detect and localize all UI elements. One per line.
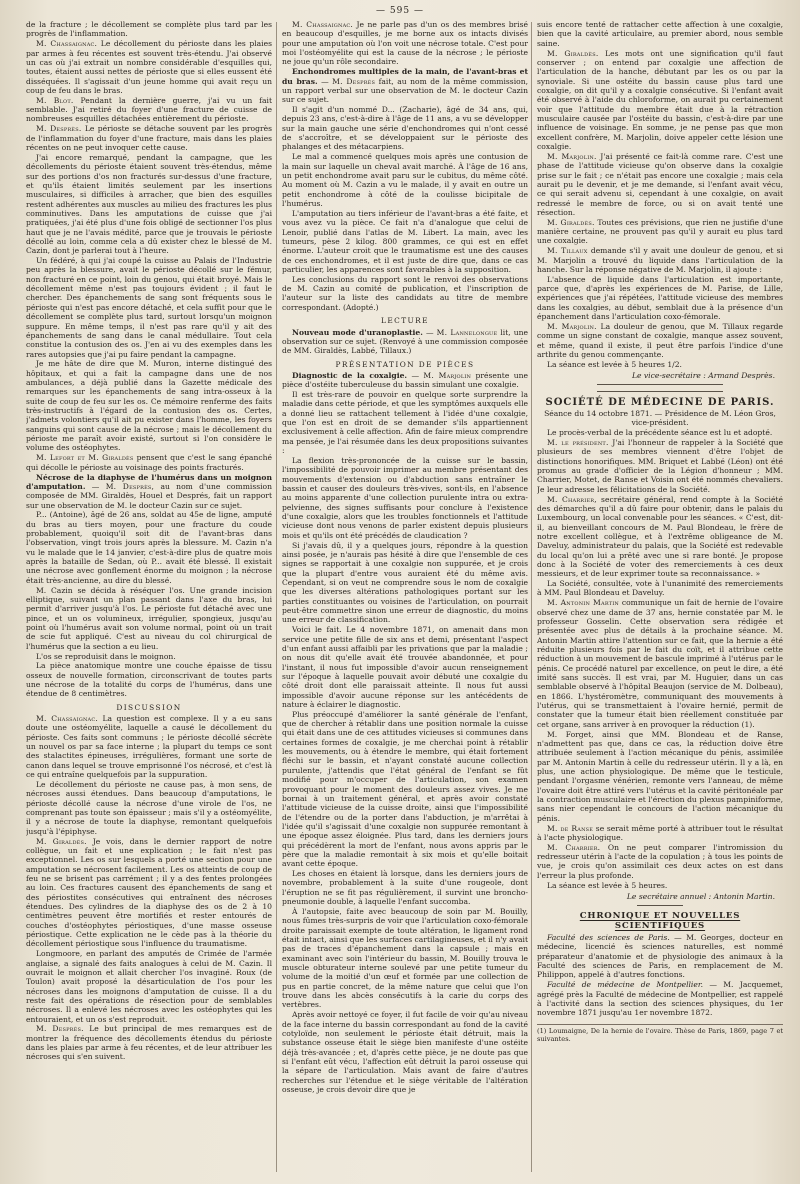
- chronicle-title: CHRONIQUE ET NOUVELLES SCIENTIFIQUES: [579, 911, 741, 931]
- section-heading-discussion: DISCUSSION: [116, 702, 182, 712]
- paragraph: L'os se reproduisit dans le moignon.: [36, 651, 176, 661]
- paragraph: M. de Ranse se serait même porté à attribuer tout le résultat à l'acte physiologique.: [537, 823, 783, 842]
- page-number: — 595 —: [376, 6, 424, 16]
- article-intro: Nécrose de la diaphyse de l'humérus dans un moignon d'amputation. — M. Desprès, au nom d'une commission composée de MM. Giraldès, Houel et Després, fait un rapport sur une observation de M. le docteur Cazin sur ce sujet.: [26, 472, 272, 510]
- speaker: M. Lefort et M. Giraldès: [36, 453, 134, 463]
- signature-secretary: Le secrétaire annuel : Antonin Martin.: [626, 891, 775, 901]
- paragraph: M. Chassaignac. Le décollement du périoste dans les plaies par armes à feu récentes est souvent très-étendu. J'ai observé un cas où j'ai extrait un nombre considérable d'esquilles qui, toutes, étaient aussi nettes de périoste que si elles eussent été disséquées. Il s'agissait d'un jeune homme qui avait reçu un coup de feu dans le bras.: [26, 39, 272, 95]
- paragraph: Il est très-rare de pouvoir en quelque sorte surprendre la maladie dans cette période, et que les symptômes auxquels elle a donné lieu se rattachent tellement à l'idée d'une coxalgie, que l'on est en droit de se demander s'ils appartiennent exclusivement à celle affection. Afin de faire mieux comprendre ma pensée, je l'ai résumée dans les deux propositions suivantes :: [282, 390, 528, 456]
- paragraph: Les choses en étaient là lorsque, dans les derniers jours de novembre, probablement à la suite d'une rougeole, dont l'éruption ne se fit pas régulièrement, il survint une broncho-pneumonie double, à laquelle l'enfant succomba.: [282, 869, 528, 907]
- paragraph: Les conclusions du rapport sont le renvoi des observations de M. Cazin au comité de publication, et l'inscription de l'auteur sur la liste des candidats au titre de membre correspondant. (Adopté.): [282, 274, 528, 312]
- paragraph: M. Marjolin. La douleur de genou, que M. Tillaux regarde comme un signe constant de coxalgie, manque assez souvent, et même, quand il existe, il peut être parfois l'indice d'une arthrite du genou commençante.: [537, 322, 783, 360]
- paragraph: M. Desprès. Le but principal de mes remarques est de montrer la fréquence des décollements étendus du périoste dans les plaies par arme à feu récentes, et de leur attribuer les nécroses qui s'en suivent.: [26, 1024, 272, 1062]
- paragraph: Il s'agit d'un nommé D... (Zacharie), âgé de 34 ans, qui, depuis 23 ans, c'est-à-dire à l'âge de 11 ans, a vu se développer sur la main gauche une série d'enchondromes qui n'ont cessé de s'accroître, et se développaient sur le périoste des phalanges et des métacarpiens.: [282, 105, 528, 152]
- section-heading-presentation: PRÉSENTATION DE PIÈCES: [335, 359, 475, 369]
- paragraph: Le mal a commencé quelques mois après une contusion de la main sur laquelle un cheval avait marché. À l'âge de 16 ans, un petit enchondrome avait paru sur le cubitus, du même côté. Au moment où M. Cazin a vu le malade, il y avait en outre un petit enchondrome à côté de la coulisse bicipitale de l'humérus.: [282, 152, 528, 209]
- column-2: [282, 20, 528, 1178]
- paragraph: Le procès-verbal de la précédente séance est lu et adopté.: [547, 428, 773, 438]
- item-heading: Faculté des sciences de Paris.: [547, 932, 670, 942]
- item-heading: Faculté de médecine de Montpellier.: [547, 980, 704, 990]
- section-heading-lecture: LECTURE: [381, 316, 429, 326]
- speaker: M. Blot.: [36, 95, 74, 105]
- paragraph: La séance est levée à 5 heures 1/2.: [547, 359, 682, 369]
- paragraph: La séance est levée à 5 heures.: [547, 880, 668, 890]
- article-title: Diagnostic de la coxalgie.: [292, 370, 408, 380]
- paragraph: L'absence de liquide dans l'articulation est importante, parce que, d'après les expériences de M. Parise, de Lille, expériences que j'ai répétées, l'attitude vicieuse des membres dans les coxalgies, au début, semblait due à la présence d'un épanchement dans l'articulation coxo-fémorale.: [537, 274, 783, 322]
- paragraph: M. Tillaux demande s'il y avait une douleur de genou, et si M. Marjolin a trouvé du liquide dans l'articulation de la hanche. Sur la réponse négative de M. Marjolin, il ajoute :: [537, 246, 783, 274]
- paragraph: Faculté des sciences de Paris. — M. Georges, docteur en médecine, licencié ès sciences naturelles, est nommé préparateur d'anatomie et de physiologie des animaux à la Faculté des sciences de Paris, en remplacement de M. Philippon, appelé à d'autres fonctions.: [537, 932, 783, 980]
- paragraph: L'amputation au tiers inférieur de l'avant-bras a été faite, et vous avez vu la pièce. Ce fait n'a d'analogue que celui de Lenoir, publié dans l'atlas de M. Libert. La main, avec les tumeurs, pèse 2 kilog. 800 grammes, ce qui est en effet énorme. L'auteur croit que le traumatisme est une des causes de ces enchondromes, et il est juste de dire que, dans ce cas particulier, les apparences sont favorables à la supposition.: [282, 208, 528, 274]
- speaker: M. Giraldès.: [36, 836, 87, 846]
- paragraph: M. Charrier, secrétaire général, rend compte à la Société des démarches qu'il a dû faire pour obtenir, dans le palais du Luxembourg, un local convenable pour les séances. « C'est, dit-il, au bienveillant concours de M. Paul Blondeau, le frère de notre excellent collègue, et à l'extrême obligeance de M. Daveluy, administrateur du palais, que la Société est redevable du local qu'on lui a prêté avec une si rare bonté. Je propose donc à la Société de voter des remerciements à ces deux messieurs, et de leur exprimer toute sa reconnaissance. »: [537, 494, 783, 579]
- speaker: M. Antonin Martin: [547, 598, 619, 608]
- paragraph: Le décollement du périoste ne cause pas, à mon sens, de nécroses aussi étendues. Dans beaucoup d'amputations, le périoste décollé cause la nécrose d'une virole de l'os, ne comprenant pas toute son épaisseur ; mais s'il y a ostéomyélite, il y a nécrose de toute la diaphyse, remontant quelquefois jusqu'à l'épiphyse.: [26, 780, 272, 836]
- speaker: M. Charrier,: [547, 494, 597, 504]
- article-intro: Enchondromes multiples de la main, de l'avant-bras et du bras. — M. Desprès fait, au nom de la même commission, un rapport verbal sur une observation de M. le docteur Cazin sur ce sujet.: [282, 67, 528, 105]
- paragraph: Après avoir nettoyé ce foyer, il fut facile de voir qu'au niveau de la face interne du bassin correspondant au fond de la cavité cotyloïde, non seulement le périoste était détruit, mais la substance osseuse était le siège bien manifeste d'une ostéite déjà très-avancée ; et, d'après cette pièce, je ne doute pas que si l'enfant eût vécu, l'affection eût détruit la paroi osseuse qui la sépare de l'articulation. Mais avant de faire d'autres recherches sur l'étendue et le siège véritable de l'altération osseuse, je crois devoir dire que je: [282, 1010, 528, 1094]
- column-3: [537, 20, 783, 1178]
- paragraph: Un fédéré, à qui j'ai coupé la cuisse au Palais de l'Industrie peu après la blessure, avait le périoste décollé sur le fémur, non fracturé en ce point, loin du genou, qui était broyé. Mais le décollement même n'est pas toujours évident ; il faut le chercher. Des épanchements de sang sont fréquents sous le périoste qui n'est pas encore détaché, et cela suffit pour que le décollement se complète plus tard, surtout lorsqu'un moignon suppure. En même temps, il n'est pas rare qu'il y ait des épanchements de sang dans le canal médullaire. Tout cela constitue la contusion des os. J'en ai vu des exemples dans les rares autopsies que j'ai pu faire pendant la campagne.: [26, 256, 272, 359]
- speaker: M. Desprès.: [36, 1024, 84, 1034]
- paragraph: M. Blot. Pendant la dernière guerre, j'ai vu un fait semblable. J'ai retiré du foyer d'une fracture de cuisse de nombreuses esquilles détachées entièrement du périoste.: [26, 95, 272, 124]
- footnote: (1) Loumaigne, De la hernie de l'ovaire. Thèse de Paris, 1869, page 7 et suivantes.: [537, 1024, 783, 1043]
- speaker: M. de Ranse: [547, 823, 594, 833]
- paragraph: M. Desprès. Le périoste se détache souvent par les progrès de l'inflammation du foyer d'une fracture, mais dans les plaies récentes on ne peut invoquer cette cause.: [26, 124, 272, 152]
- speaker: M. Chassaignac.: [292, 20, 354, 29]
- paragraph: M. Marjolin. J'ai présenté ce fait-là comme rare. C'est une phase de l'attitude vicieuse qu'on observe dans la coxalgie prise sur le fait ; ce n'était pas encore une coxalgie ; mais cela aurait pu le devenir, et je me demande, si l'enfant avait vécu, ce qui serait advenu si, cependant à une coxalgie, on avait redressé le membre de force, ou si on avait tenté une résection.: [537, 151, 783, 217]
- speaker: M. Chassaignac.: [36, 714, 98, 724]
- article-title: Enchondromes multiples de la main, de l'avant-bras et du bras.: [282, 67, 528, 86]
- paragraph: M. Lefort et M. Giraldès pensent que c'est le sang épanché qui décolle le périoste au voisinage des points fracturés.: [26, 453, 272, 472]
- speaker: M. Lannelongue: [436, 327, 498, 337]
- article-intro: Diagnostic de la coxalgie. — M. Marjolin présente une pièce d'ostéite tuberculeuse du bassin simulant une coxalgie.: [282, 370, 528, 390]
- paragraph: La pièce anatomique montre une couche épaisse de tissu osseux de nouvelle formation, circonscrivant de toutes parts une nécrose de la totalité du corps de l'humérus, dans une étendue de 8 centimètres.: [26, 661, 272, 699]
- paragraph: Faculté de médecine de Montpellier. — M. Jacquemet, agrégé près la Faculté de médecine de Montpellier, est rappelé à l'activité dans la section des sciences physiques, du 1er novembre 1871 jusqu'au 1er novembre 1872.: [537, 980, 783, 1018]
- paragraph: Nouveau mode d'uranoplastie. — M. Lannelongue lit, une observation sur ce sujet. (Renvoyé à une commission composée de MM. Giraldès, Labbé, Tillaux.): [282, 327, 528, 356]
- speaker: M. Desprès.: [36, 124, 82, 134]
- paragraph: M. Cazin se décida à réséquer l'os. Une grande incision elliptique, suivant un plan passant dans l'axe du bras, lui permit d'arriver jusqu'à l'os. Le périoste fut détaché avec une pince, et un os volumineux, irrégulier, spongieux, jusqu'au point où l'humérus avait son volume normal, point où un trait de scie fut appliqué. C'est au niveau du col chirurgical de l'humérus que la section a eu lieu.: [26, 585, 272, 651]
- paragraph: M. Giraldès. Toutes ces prévisions, que rien ne justifie d'une manière certaine, ne prouvent pas qu'il y aurait eu plus tard une coxalgie.: [537, 217, 783, 246]
- article-title: Nécrose de la diaphyse de l'humérus dans un moignon d'amputation.: [26, 472, 272, 491]
- paragraph: M. le président. J'ai l'honneur de rappeler à la Société que plusieurs de ses membres viennent d'être l'objet de distinctions honorifiques. MM. Briquet et Labbé (Léon) ont été promus au grade d'officier de la Légion d'honneur ; MM. Charrier, Motet, de Ranse et Voisin ont été nommés chevaliers. Je leur adresse les félicitations de la Société.: [537, 437, 783, 494]
- paragraph: Si j'avais dû, il y a quelques jours, répondre à la question ainsi posée, je n'aurais pas hésité à dire que l'ensemble de ces signes se rapportait à une coxalgie non suppurée, et je crois que la plupart d'entre vous auraient été du même avis. Cependant, si on veut ne comprendre sous le nom de coxalgie que les diverses altérations pathologiques portant sur les parties constituantes ou voisines de l'articulation, on pourrait peut-être commettre sinon une erreur de diagnostic, du moins une erreur de classification.: [282, 540, 528, 625]
- paragraph: M. Giraldès. Les mots ont une signification qu'il faut conserver ; on entend par coxalgie une affection de l'articulation de la hanche, débutant par les os ou par la synoviale. Si une ostéite du bassin cause plus tard une coxalgie, on dit qu'il y a coxalgie consécutive. Si l'enfant avait été observé à l'aide du chloroforme, on aurait pu certainement voir que l'attitude du membre était due à la rétraction musculaire causée par l'ostéite du bassin, c'est-à-dire par une influence de voisinage. En somme, je ne pense pas que mon excellent confrère, M. Marjolin, doive appeler cette lésion une coxalgie.: [537, 48, 783, 151]
- paragraph: À l'autopsie, faite avec beaucoup de soin par M. Bouilly, nous fûmes très-surpris de voir que l'articulation coxo-fémorale droite paraissait exempte de toute altération, le ligament rond était intact, ainsi que les surfaces cartilagineuses, et il n'y avait pas de traces d'épanchement dans la capsule ; mais en examinant avec soin l'intérieur du bassin, M. Bouilly trouva le muscle obturateur interne soulevé par une petite tumeur du volume de la moitié d'un œuf et formée par une collection de pus en partie concret, de la même nature que celui que l'on trouve dans les abcès consécutifs à la carie du corps des vertèbres.: [282, 906, 528, 1010]
- speaker: M. Tillaux: [547, 246, 588, 256]
- paragraph: Longmoore, en parlant des amputés de Crimée de l'armée anglaise, a signalé des faits analogues à celui de M. Cazin. Il ouvrait le moignon et allait chercher l'os invaginé. Roux (de Toulon) avait proposé la désarticulation de l'os pour les nécroses dans les moignons d'amputation de cuisse. Il a du reste fait des opérations de résection pour de semblables nécroses. Il a enlevé les nécroses avec les ostéophytes qui les entouraient, et un os s'est reproduit.: [26, 949, 272, 1024]
- speaker: M. Charrier.: [547, 842, 601, 852]
- column-rule-left: [276, 22, 277, 1172]
- speaker: M. Chassaignac.: [36, 39, 98, 49]
- speaker: M. Desprès: [332, 76, 376, 86]
- paragraph: La Société, consultée, vote à l'unanimité des remerciements à MM. Paul Blondeau et Daveluy.: [537, 579, 783, 598]
- paragraph: Je me hâte de dire que M. Muron, interne distingué des hôpitaux, et qui a fait la campagne dans une de nos ambulances, a déjà publié dans la Gazette médicale des remarques sur les épanchements de sang intra-osseux à la suite de coup de feu sur les os. Ce mémoire renferme des faits très-instructifs à l'égard de la contusion des os. Certes, j'admets volontiers qu'il ait pu exister dans l'homme, les foyers sanguins qui sont cause de la nécrose ; mais le décollement du périoste me paraît avoir existé, surtout si l'on considère le volume des ostéophytes.: [26, 359, 272, 453]
- paragraph: M. Giraldès. Je vois, dans le dernier rapport de notre collègue, un fait et une explication ; le fait n'est pas exceptionnel. Les os sur lesquels a porté une section pour une amputation se nécrosent facilement. Les os atteints de coup de feu ne se brisent pas carrément ; il y a des fentes prolongées au loin. Ces fractures causent des épanchements de sang et des périostites consécutives qui entraînent des nécroses étendues. Des cylindres de la diaphyse des os de 2 à 10 centimètres peuvent être mortifiés et rester entourés de couches d'ostéophytes périostiques, d'une masse osseuse périostique. Cette explication ne le cède pas à la théorie du décollement périostique sous l'influence du traumatisme.: [26, 836, 272, 949]
- paragraph: M. Antonin Martin communique un fait de hernie de l'ovaire observé chez une dame de 37 ans, hernie constatée par M. le professeur Gosselin. Cette observation sera rédigée et présentée avec plus de détails à la prochaine séance. M. Antonin Martin attire l'attention sur ce fait, que la hernie a été réduite plusieurs fois par le fait du coït, et il attribue cette réduction à un mouvement de bascule imprimé à l'utérus par le pénis. Ce procédé naturel par excellence, on peut le dire, a été imité sans succès. Il est vrai, par M. Huguier, dans un cas semblable observé à l'hôpital Beaujon (service de M. Dolbeau), en 1866. L'hystéromètre, communiquant des mouvements à l'utérus, qui se transmettaient à l'ovaire hernié, permit de constater que la tumeur était bien réellement constituée par cet organe, sans arriver à en provoquer la réduction (1).: [537, 598, 783, 729]
- paragraph: M. Chassaignac. La question est complexe. Il y a eu sans doute une ostéomyélite, laquelle a causé le décollement du périoste. Ces faits sont communs ; le périoste décollé sécrète un nouvel os par sa face interne ; la plupart du temps ce sont des stalactites épineuses, irrégulières, formant une sorte de canon dans lequel se trouve emprisonné l'os nécrosé, et c'est là ce qui entraîne quelquefois par la suppuration.: [26, 714, 272, 780]
- paragraph: La flexion très-prononcée de la cuisse sur le bassin, l'impossibilité de pouvoir imprimer au membre présentant des mouvements d'extension ou d'abduction sans entraîner le bassin et causer des douleurs très-vives, sont-ils, en l'absence au moins apparente d'une collection purulente intra ou extra-pelvienne, des signes suffisants pour conclure à l'existence d'une coxalgie, alors que les troubles fonctionnels et l'attitude vicieuse dont nous venons de parler existent depuis plusieurs mois et qu'ils ont été précédés de claudication ?: [282, 455, 528, 540]
- session-date: Séance du 14 octobre 1871. — Présidence de M. Léon Gros, vice-président.: [544, 408, 776, 428]
- paragraph: Plus préoccupé d'améliorer la santé générale de l'enfant, que de chercher à rétablir dans une position normale la cuisse qui était dans une de ces attitudes vicieuses si communes dans certaines formes de coxalgie, je me cherchai point à rétablir les mouvements, ou à étendre le membre, qui était fortement fléchi sur le bassin, et n'ayant constaté aucune collection purulente, j'attendis que l'état général de l'enfant se fût modifié pour m'occuper de l'articulation, son examen provoquant pour le moment des douleurs assez vives. Je me bornai à un traitement général, et après avoir constaté l'attitude vicieuse de la cuisse droite, ainsi que l'impossibilité de l'étendre ou de la porter dans l'abduction, je m'arrêtai à l'idée qu'il s'agissait d'une coxalgie non suppurée remontant à une époque assez éloignée. Plus tard, dans les derniers jours qui précédèrent la mort de l'enfant, nous avons appris par le père que la maladie remontait à six mois et qu'elle boitait avant cette époque.: [282, 709, 528, 869]
- article-title: Nouveau mode d'uranoplastie.: [292, 327, 423, 337]
- column-rule-right: [531, 22, 532, 1172]
- column-1: [26, 20, 272, 1178]
- speaker: M. Marjolin.: [547, 151, 597, 161]
- speaker: M. Desprès,: [105, 481, 155, 491]
- divider: [637, 905, 683, 906]
- paragraph: M. Chassaignac. Je ne parle pas d'un os des membres brisé en beaucoup d'esquilles, je me borne aux os intacts divisés pour une amputation où l'on voit une nécrose totale. C'est pour moi l'ostéomyélite qui est la cause de la nécrose ; le périoste ne joue qu'un rôle secondaire.: [282, 20, 528, 67]
- speaker: M. Marjolin: [423, 370, 472, 380]
- paragraph: J'ai encore remarqué, pendant la campagne, que les décollements du périoste étaient souvent très-étendus, même sur des portions d'os non fracturés sur-dessus d'une fracture, et qu'ils étaient limités seulement par les insertions musculaires, si difficiles à arracher, que bien des esquilles restent adhérentes aux muscles au milieu des fractures les plus comminutives. Dans les amputations de cuisse que j'ai pratiquées, j'ai été plus d'une fois obligé de sectionner l'os plus haut que je ne l'avais médité, parce que je trouvais le périoste décollé au loin, comme cela a dû exister chez le blessé de M. Cazin, dont je parlerai tout à l'heure.: [26, 152, 272, 256]
- paragraph: de la fracture ; le décollement se complète plus tard par les progrès de l'inflammation.: [26, 20, 272, 39]
- paragraph: Voici le fait. Le 4 novembre 1871, on amenait dans mon service une petite fille de six ans et demi, présentant l'aspect d'un enfant aussi affaibli par les privations que par la maladie ; on nous dit qu'elle avait été trouvée abandonnée, et pour l'instant, il nous fut impossible d'avoir aucun renseignement sur l'époque à laquelle pouvait avoir débuté une coxalgie du côté droit dont elle paraissait atteinte. Il nous fut aussi impossible d'avoir aucune réponse sur les antécédents de nature à éclairer le diagnostic.: [282, 625, 528, 709]
- paragraph: M. Charrier. On ne peut comparer l'intromission du redresseur utérin à l'acte de la copulation ; à tous les points de vue, je crois qu'on assimilait ces deux actes on est dans l'erreur la plus profonde.: [537, 842, 783, 880]
- speaker: M. Giraldès.: [547, 48, 599, 58]
- speaker: M. le président.: [547, 437, 609, 447]
- speaker: M. Marjolin.: [547, 322, 597, 331]
- signature-vice-secretary: Le vice-secrétaire : Armand Desprès.: [631, 371, 775, 381]
- paragraph: P... (Antoine), âgé de 26 ans, soldat au 45e de ligne, amputé du bras au tiers moyen, pour une fracture du coude probablement, quoiqu'il soit dit de l'avant-bras dans l'observation, vingt trois jours après la blessure. M. Cazin n'a vu le malade que le 14 janvier, c'est-à-dire plus de quatre mois après la bataille de Sedan, où P... avait été blessé. Il existait une nécrose avec gonflement énorme du moignon ; la nécrose était très-ancienne, au dire du blessé.: [26, 510, 272, 585]
- ornament-divider: [597, 384, 723, 392]
- paragraph: M. Forget, ainsi que MM. Blondeau et de Ranse, n'admettent pas que, dans ce cas, la réduction doive être attribuée seulement à l'action mécanique du pénis, assimilée par M. Antonin Martin à celle du redresseur utérin. Il y a là, en plus, une action physiologique. De même que le testicule, pendant l'orgasme vénérien, remonte vers l'anneau, de même l'ovaire doit être attiré vers l'utérus et la cavité péritonéale par la contraction musculaire et l'érection du plexus pampiniforme, sans nier cependant le concours de l'action mécanique du pénis.: [537, 729, 783, 823]
- paragraph: suis encore tenté de rattacher cette affection à une coxalgie, bien que la cavité articulaire, au premier abord, nous semble saine.: [537, 20, 783, 48]
- society-title: SOCIÉTÉ DE MÉDECINE DE PARIS.: [545, 396, 775, 408]
- speaker: M. Giraldès.: [547, 217, 595, 227]
